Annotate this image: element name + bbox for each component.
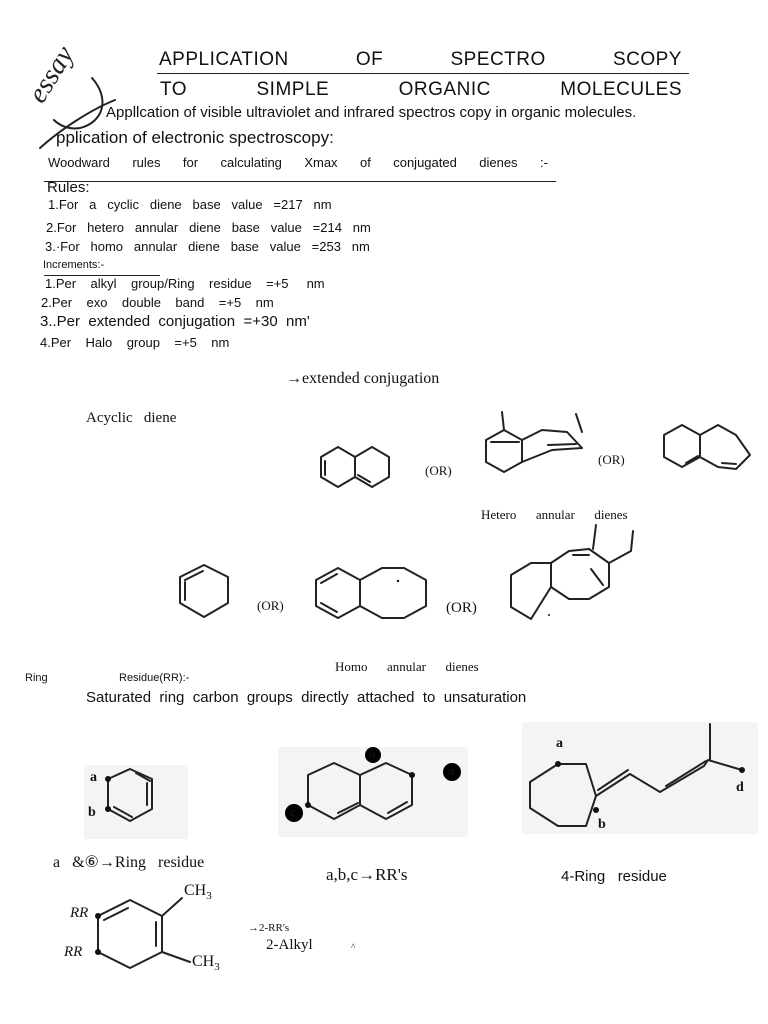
subheading: pplication of electronic spectroscopy:	[56, 128, 334, 147]
dimethyl-diene-structure	[90, 882, 260, 982]
woodward-word: Woodward	[48, 155, 110, 170]
woodward-word: of	[359, 155, 371, 170]
essay-stamp-text: essay	[22, 40, 81, 109]
or-label: (OR)	[425, 463, 452, 478]
woodward-word: rules	[132, 155, 161, 170]
woodward-word: Xmax	[304, 155, 338, 170]
ring-residue-heading: Residue(RR):-	[119, 672, 190, 684]
increment-3: 3..Per extended conjugation =+30 nm'	[40, 313, 310, 330]
intro-text: Appllcation of visible ultraviolet and infrared spectros copy in organic molecules.	[106, 104, 637, 121]
title-word: MOLECULES	[560, 79, 682, 100]
hetero-diene-structure-2	[482, 412, 592, 482]
caption-rrs: a,b,c→RR's	[326, 865, 408, 884]
stray-mark: ^	[351, 942, 356, 952]
or-label: (OR)	[446, 600, 477, 616]
title-line-2	[160, 79, 682, 101]
woodward-word: calculating	[220, 155, 282, 170]
title-word: SCOPY	[612, 49, 682, 70]
caption-4-ring-residue: 4-Ring residue	[561, 868, 667, 885]
ring-residue-example-1	[86, 763, 186, 843]
rule-3: 3.·For homo annular diene base value =253 nm	[45, 239, 370, 254]
title-line-1	[159, 49, 682, 71]
label-b: b	[598, 817, 606, 832]
rules-label: Rules:	[47, 179, 90, 196]
label-d: d	[736, 780, 744, 795]
extended-conjugation-label: →extended conjugation	[286, 370, 440, 387]
woodward-line	[48, 155, 548, 170]
label-c-circled: c	[290, 804, 296, 819]
hetero-annular-label: Hetero annular dienes	[481, 507, 628, 522]
ch3-subscript: 3	[214, 961, 220, 974]
title-word: SIMPLE	[256, 79, 330, 100]
woodward-word: for	[182, 155, 199, 170]
ch3-label	[184, 882, 212, 902]
ch3-label	[192, 953, 220, 973]
increment-2: 2.Per exo double band =+5 nm	[41, 295, 274, 310]
homo-diene-structure-1	[174, 560, 254, 640]
woodward-word: :-	[539, 155, 548, 170]
title-word: OF	[355, 49, 384, 70]
caption-ring-residue: a &⑥→Ring residue	[53, 854, 205, 871]
title-underline	[157, 73, 689, 74]
rr-label: RR	[64, 944, 83, 960]
increment-4: 4.Per Halo group =+5 nm	[40, 335, 230, 350]
ring-residue-description: Saturated ring carbon groups directly attached to unsaturation	[86, 689, 527, 706]
arrow-2-rrs: →2-RR's	[248, 922, 290, 934]
label-b: b	[88, 805, 96, 820]
ring-heading-word: Ring	[25, 672, 48, 684]
label-a: a	[90, 770, 97, 785]
label-a-circled: a	[448, 763, 455, 778]
rule-2: 2.For hetero annular diene base value =214 nm	[46, 220, 371, 235]
title-word: TO	[160, 79, 188, 100]
woodward-word: conjugated	[393, 155, 457, 170]
label-u-circled: u	[369, 747, 376, 761]
woodward-underline	[44, 181, 556, 182]
rule-1: 1.For a cyclic diene base value =217 nm	[48, 197, 332, 212]
ch3-subscript: 3	[206, 890, 212, 903]
ch3-text: CH	[184, 882, 207, 899]
homo-diene-structure-3	[505, 525, 665, 635]
woodward-word: dienes	[479, 155, 518, 170]
acyclic-diene-label: Acyclic diene	[86, 410, 177, 426]
ch3-text: CH	[192, 953, 215, 970]
rr-label: RR	[70, 905, 89, 921]
title-word: APPLICATION	[159, 49, 289, 70]
homo-annular-label: Homo annular dienes	[335, 659, 479, 674]
two-alkyl-label: 2-Alkyl	[266, 937, 313, 953]
title-word: SPECTRO	[450, 49, 546, 70]
homo-diene-structure-2	[310, 558, 440, 638]
increments-label: Increments:-	[43, 259, 105, 271]
hetero-diene-structure-1	[318, 428, 428, 498]
title-word: ORGANIC	[398, 79, 491, 100]
label-a: a	[556, 736, 563, 751]
increment-1: 1.Per alkyl group/Ring residue =+5 nm	[45, 276, 325, 291]
or-label: (OR)	[598, 452, 625, 467]
hetero-diene-structure-3	[660, 418, 760, 488]
or-label: (OR)	[257, 598, 284, 613]
